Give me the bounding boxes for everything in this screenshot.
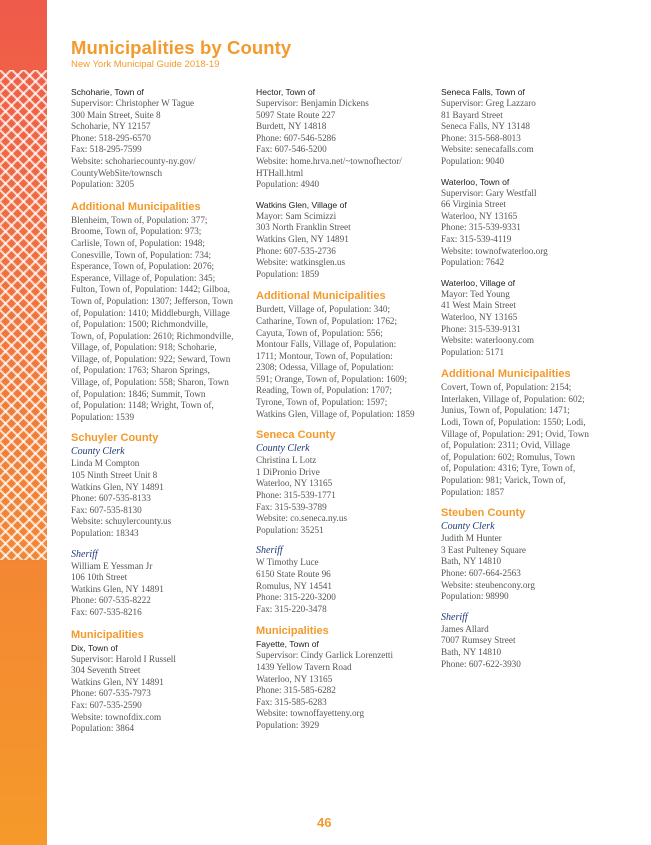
lattice-stripe xyxy=(0,574,47,621)
entry-line: 6150 State Route 96 xyxy=(256,569,331,579)
entry-line: James Allard xyxy=(441,623,489,634)
entry-line: Website: steubencony.org xyxy=(441,579,535,590)
role-heading: Sheriff xyxy=(71,548,98,560)
entry-line: Phone: 315-539-9331 xyxy=(441,222,521,233)
page-number: 46 xyxy=(317,815,332,830)
entry-line: Population: 4940 xyxy=(256,179,320,190)
directory-entry xyxy=(71,561,249,619)
entry-line: Phone: 315-568-8013 xyxy=(441,132,521,143)
municipality-population-list xyxy=(71,215,249,424)
entry-line: Website: waterloony.com xyxy=(441,335,535,346)
entry-line: Catharine, Town of, Population: 1762; xyxy=(256,315,398,326)
entry-line: Village, of, Population: 922; Seward, Town xyxy=(71,353,231,364)
entry-line: of, Population: 2311; Ovid, Village xyxy=(441,440,571,451)
section-heading: Schuyler County xyxy=(71,432,159,445)
entry-line: Website: schuylercounty.us xyxy=(71,516,172,527)
entry-line: Town, of, Population: 2610; Richmondville, xyxy=(71,330,234,341)
lattice-stripe xyxy=(0,622,47,669)
entry-line: Fulton, Town of, Population: 1442; Gilboa, xyxy=(71,284,230,295)
entry-line: Village, of, Population: 558; Sharon, Town xyxy=(71,377,229,388)
entry-line: Village of, Population: 291; Ovid, Town xyxy=(441,428,589,439)
column-1 xyxy=(71,87,249,744)
column-3 xyxy=(441,87,619,679)
directory-entry xyxy=(256,639,434,731)
entry-line: Phone: 607-535-2736 xyxy=(256,245,336,256)
entry-line: Population: 3205 xyxy=(71,179,135,190)
entry-line: Fax: 607-546-5200 xyxy=(256,144,327,155)
entry-line: Phone: 607-546-5286 xyxy=(256,132,336,143)
section-heading: Seneca County xyxy=(256,429,336,442)
entry-line: Tyrone, Town of, Population: 1597; xyxy=(256,397,388,408)
lattice-stripe xyxy=(0,586,47,633)
entry-line: Phone: 607-535-8133 xyxy=(71,493,151,504)
entry-line: Website: townofwaterloo.org xyxy=(441,245,548,256)
entry-line: Mayor: Ted Young xyxy=(441,288,510,299)
entry-line: 66 Virginia Street xyxy=(441,199,506,210)
directory-entry xyxy=(71,458,249,539)
entry-line: Blenheim, Town of, Population: 377; xyxy=(71,214,208,225)
role-heading: County Clerk xyxy=(256,443,310,455)
entry-line: 304 Seventh Street xyxy=(71,665,141,676)
entry-heading: Hector, Town of xyxy=(256,87,316,97)
entry-line: of, Population: 602; Romulus, Town xyxy=(441,451,575,462)
entry-line: Reading, Town of, Population: 1707; xyxy=(256,385,392,396)
entry-heading: Dix, Town of xyxy=(71,642,118,653)
entry-line: 3 East Pulteney Square xyxy=(441,544,526,555)
lattice-stripe xyxy=(0,562,47,609)
entry-line: Website: townoffayetteny.org xyxy=(256,708,365,719)
lattice-stripe xyxy=(0,586,47,633)
entry-line: Watkins Glen, Village of, Population: 1859 xyxy=(256,408,415,419)
directory-entry xyxy=(71,87,249,191)
entry-line: Cayuta, Town of, Population: 556; xyxy=(256,327,383,338)
entry-line: 81 Bayard Street xyxy=(441,109,503,120)
municipality-population-list xyxy=(441,382,619,498)
entry-line: Watkins Glen, NY 14891 xyxy=(256,233,349,244)
entry-line: Mayor: Sam Scimizzi xyxy=(256,210,337,221)
entry-line: Website: schohariecounty-ny.gov/ xyxy=(71,155,196,166)
lattice-stripe xyxy=(0,598,47,645)
entry-line: Waterloo, NY 13165 xyxy=(441,311,518,322)
entry-line: Esperance, Village of, Population: 345; xyxy=(71,272,216,283)
entry-line: Junius, Town of, Population: 1471; xyxy=(441,405,570,416)
entry-line: Seneca Falls, NY 13148 xyxy=(441,121,530,132)
entry-line: Population: 3864 xyxy=(71,723,135,734)
entry-line: Population: 1859 xyxy=(256,268,320,279)
entry-line: Fax: 518-295-7599 xyxy=(71,144,142,155)
entry-line: William E Yessman Jr xyxy=(71,560,153,571)
entry-line: Waterloo, NY 13165 xyxy=(256,673,333,684)
entry-line: 41 West Main Street xyxy=(441,300,516,311)
municipality-population-list xyxy=(256,304,434,420)
section-heading: Additional Municipalities xyxy=(256,290,386,303)
entry-line: 303 North Franklin Street xyxy=(256,222,351,233)
entry-heading: Seneca Falls, Town of xyxy=(441,87,525,97)
section-heading: Additional Municipalities xyxy=(71,200,201,213)
entry-line: Population: 9040 xyxy=(441,155,505,166)
entry-line: 591; Orange, Town of, Population: 1609; xyxy=(256,373,408,384)
entry-line: Website: home.hrva.net/~townofhector/ xyxy=(256,155,402,166)
entry-line: Fax: 607-535-8216 xyxy=(71,606,142,617)
directory-entry xyxy=(256,87,434,191)
lattice-stripe xyxy=(0,22,47,69)
entry-line: of, Population: 1500; Richmondville, xyxy=(71,319,209,330)
column-2 xyxy=(256,87,434,741)
page-title: Municipalities by County xyxy=(71,37,292,58)
entry-line: Population: 981; Varick, Town of, xyxy=(441,475,566,486)
role-heading: County Clerk xyxy=(71,446,125,458)
entry-line: of, Population: 1148; Wright, Town of, xyxy=(71,400,214,411)
entry-line: Town of, Population: 1307; Jefferson, Town xyxy=(71,295,233,306)
entry-line: Fax: 315-539-4119 xyxy=(441,233,512,244)
entry-line: Population: 5171 xyxy=(441,346,505,357)
directory-entry xyxy=(441,278,619,359)
entry-line: Fax: 315-220-3478 xyxy=(256,603,327,614)
entry-line: Romulus, NY 14541 xyxy=(256,580,332,591)
entry-heading: Schoharie, Town of xyxy=(71,87,144,97)
lattice-stripe xyxy=(0,622,47,669)
directory-entry xyxy=(256,455,434,536)
decorative-sidebar xyxy=(0,0,47,845)
entry-line: Bath, NY 14810 xyxy=(441,556,502,567)
entry-line: CountyWebSite/townsch xyxy=(71,167,163,178)
entry-line: 2308; Odessa, Village of, Population: xyxy=(256,362,394,373)
entry-line: Watkins Glen, NY 14891 xyxy=(71,481,164,492)
entry-line: Phone: 607-535-8222 xyxy=(71,595,151,606)
entry-line: Population: 3929 xyxy=(256,719,320,730)
entry-line: Population: 7642 xyxy=(441,257,505,268)
role-heading: Sheriff xyxy=(441,611,468,623)
entry-line: Population: 1539 xyxy=(71,411,135,422)
entry-line: Population: 98990 xyxy=(441,591,509,602)
entry-line: Broome, Town of, Population: 973; xyxy=(71,226,202,237)
entry-line: Fax: 607-535-8130 xyxy=(71,504,142,515)
entry-line: W Timothy Luce xyxy=(256,557,319,568)
lattice-pattern xyxy=(0,0,47,845)
entry-line: Montour Falls, Village of, Population: xyxy=(256,339,397,350)
entry-line: 300 Main Street, Suite 8 xyxy=(71,109,161,120)
entry-line: Bath, NY 14810 xyxy=(441,646,502,657)
lattice-stripe xyxy=(0,610,47,657)
entry-line: Supervisor: Cindy Garlick Lorenzetti xyxy=(256,650,394,661)
entry-line: of, Population: 1410; Middleburgh, Village xyxy=(71,307,230,318)
entry-line: Conesville, Town of, Population: 734; xyxy=(71,249,212,260)
entry-line: 1711; Montour, Town of, Population: xyxy=(256,350,393,361)
entry-line: Watkins Glen, NY 14891 xyxy=(71,583,164,594)
entry-line: Supervisor: Benjamin Dickens xyxy=(256,98,369,108)
lattice-stripe xyxy=(0,610,47,657)
entry-line: Population: 35251 xyxy=(256,524,324,535)
role-heading: Sheriff xyxy=(256,545,283,557)
entry-line: Lodi, Town of, Population: 1550; Lodi, xyxy=(441,417,586,428)
entry-line: Phone: 315-539-9131 xyxy=(441,323,521,334)
section-heading: Municipalities xyxy=(71,628,144,641)
entry-line: Waterloo, NY 13165 xyxy=(441,210,518,221)
entry-line: Village, of, Population: 918; Schoharie, xyxy=(71,342,217,353)
entry-line: 1439 Yellow Tavern Road xyxy=(256,661,352,672)
entry-line: 105 Ninth Street Unit 8 xyxy=(71,470,158,481)
entry-line: Fax: 315-539-3789 xyxy=(256,501,327,512)
entry-line: Website: co.seneca.ny.us xyxy=(256,513,348,524)
lattice-stripe xyxy=(0,574,47,621)
entry-heading: Waterloo, Village of xyxy=(441,277,516,288)
entry-line: Schoharie, NY 12157 xyxy=(71,121,151,132)
entry-line: Population: 1857 xyxy=(441,486,505,497)
entry-line: 7007 Rumsey Street xyxy=(441,635,516,646)
entry-line: Supervisor: Harold I Russell xyxy=(71,653,176,664)
entry-line: Supervisor: Christopher W Tague xyxy=(71,98,195,108)
entry-line: Population: 18343 xyxy=(71,528,139,538)
entry-line: Burdett, NY 14818 xyxy=(256,121,327,132)
entry-line: of, Population: 1846; Summit, Town xyxy=(71,388,206,399)
section-heading: Steuben County xyxy=(441,507,526,520)
entry-heading: Watkins Glen, Village of xyxy=(256,199,347,210)
section-heading: Municipalities xyxy=(256,625,329,638)
entry-line: Phone: 607-664-2563 xyxy=(441,568,521,578)
entry-line: HTHall.html xyxy=(256,167,304,178)
entry-line: Website: watkinsglen.us xyxy=(256,257,346,268)
entry-line: Phone: 315-220-3200 xyxy=(256,592,336,603)
directory-entry xyxy=(256,557,434,615)
entry-heading: Fayette, Town of xyxy=(256,639,319,650)
page-subtitle: New York Municipal Guide 2018-19 xyxy=(71,59,220,70)
entry-heading: Waterloo, Town of xyxy=(441,176,510,187)
directory-entry xyxy=(441,87,619,168)
section-heading: Additional Municipalities xyxy=(441,368,571,381)
entry-line: Supervisor: Gary Westfall xyxy=(441,187,537,198)
directory-entry xyxy=(71,643,249,735)
entry-line: Website: townofdix.com xyxy=(71,711,162,722)
lattice-stripe xyxy=(0,10,47,57)
directory-entry xyxy=(441,177,619,269)
entry-line: Esperance, Town of, Population: 2076; xyxy=(71,261,215,272)
entry-line: Christina L Lotz xyxy=(256,455,317,466)
lattice-stripe xyxy=(0,562,47,609)
lattice-stripe xyxy=(0,10,47,57)
lattice-stripe xyxy=(0,22,47,69)
entry-line: Interlaken, Village of, Population: 602; xyxy=(441,393,585,404)
role-heading: County Clerk xyxy=(441,521,495,533)
entry-line: 106 10th Street xyxy=(71,572,128,583)
directory-entry xyxy=(441,533,619,603)
directory-entry xyxy=(256,200,434,281)
entry-line: of, Population: 4316; Tyre, Town of, xyxy=(441,463,576,474)
entry-line: Phone: 607-622-3930 xyxy=(441,658,521,669)
entry-line: Phone: 315-585-6282 xyxy=(256,685,336,696)
entry-line: Watkins Glen, NY 14891 xyxy=(71,676,164,687)
entry-line: Supervisor: Greg Lazzaro xyxy=(441,98,536,108)
entry-line: Burdett, Village of, Population: 340; xyxy=(256,304,391,315)
entry-line: 1 DiPronio Drive xyxy=(256,466,320,477)
entry-line: of, Population: 1763; Sharon Springs, xyxy=(71,365,210,376)
entry-line: Website: senecafalls.com xyxy=(441,144,534,155)
entry-line: Phone: 607-535-7973 xyxy=(71,688,151,699)
entry-line: Phone: 315-539-1771 xyxy=(256,490,336,501)
entry-line: Judith M Hunter xyxy=(441,533,502,544)
entry-line: 5097 State Route 227 xyxy=(256,109,336,120)
lattice-stripe xyxy=(0,598,47,645)
entry-line: Phone: 518-295-6570 xyxy=(71,132,151,143)
entry-line: Fax: 315-585-6283 xyxy=(256,696,327,707)
entry-line: Waterloo, NY 13165 xyxy=(256,478,333,489)
entry-line: Fax: 607-535-2590 xyxy=(71,699,142,710)
entry-line: Covert, Town of, Population: 2154; xyxy=(441,382,572,393)
entry-line: Linda M Compton xyxy=(71,458,140,469)
entry-line: Carlisle, Town of, Population: 1948; xyxy=(71,237,205,248)
directory-entry xyxy=(441,624,619,670)
